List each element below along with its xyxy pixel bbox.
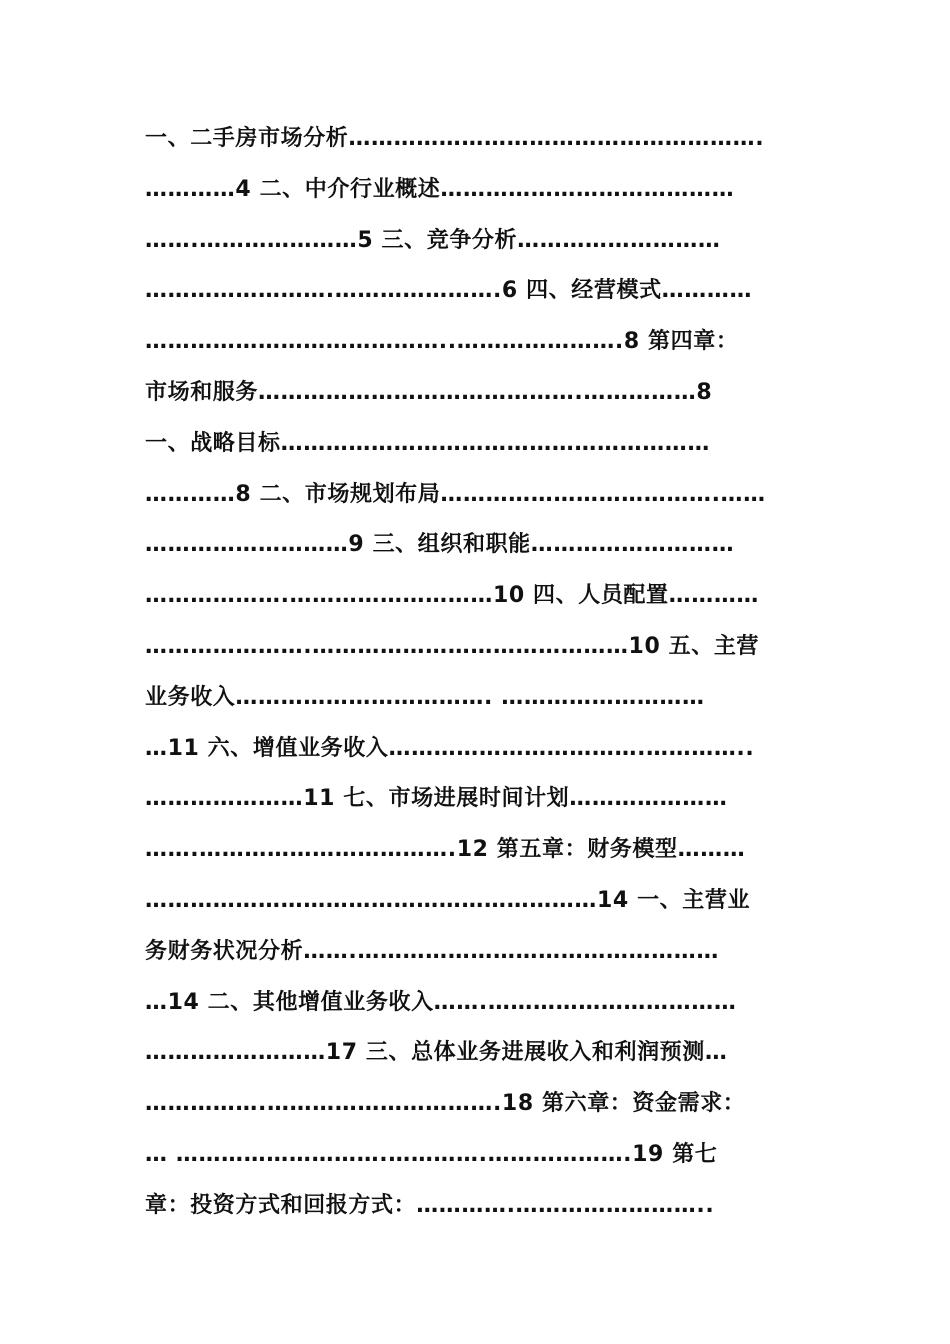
toc-line: ……………………17 三、总体业务进展收入和利润预测… <box>145 1040 728 1066</box>
toc-line: ………………….……………………………………10 五、主营 <box>145 633 760 659</box>
toc-line: ……………………………………………………14 一、主营业 <box>145 887 751 913</box>
toc-line: …………….………………………….18 第六章：资金需求： <box>145 1091 746 1117</box>
toc-line: …………………….………………….6 四、经营模式………… <box>145 278 753 304</box>
toc-line: ……………….………………………10 四、人员配置………… <box>145 583 760 609</box>
table-of-contents <box>145 114 845 1232</box>
toc-line: 一、战略目标………………………………………………… <box>145 430 711 456</box>
toc-line: ………………………9 三、组织和职能……………………… <box>145 532 735 558</box>
toc-line: …….…………………5 三、竞争分析……………………… <box>145 227 721 253</box>
toc-line: …………8 二、市场规划布局……………………………….…… <box>145 481 766 507</box>
toc-line: …11 六、增值业务收入…………………………….………….. <box>145 735 755 761</box>
toc-line: …………4 二、中介行业概述………………………………… <box>145 176 735 202</box>
toc-line: …………………………………..………………….8 第四章： <box>145 329 739 355</box>
toc-line: 业务收入……………………………. ……………………… <box>145 684 705 710</box>
toc-line: … ……………………….………….……………….19 第七 <box>145 1141 718 1167</box>
toc-line: 务财务状况分析…….………………………………………… <box>145 938 719 964</box>
toc-line: …………………11 七、市场进展时间计划………………… <box>145 786 728 812</box>
toc-line: 一、二手房市场分析………………………………………………. <box>145 126 765 151</box>
toc-line: …14 二、其他增值业务收入…….…………………………… <box>145 989 737 1015</box>
toc-line: 章：投资方式和回报方式：………….…………………….. <box>145 1192 715 1218</box>
toc-line: …….…………………………….12 第五章：财务模型……… <box>145 837 746 863</box>
toc-line: 市场和服务…………………………………….……………8 <box>145 379 713 405</box>
